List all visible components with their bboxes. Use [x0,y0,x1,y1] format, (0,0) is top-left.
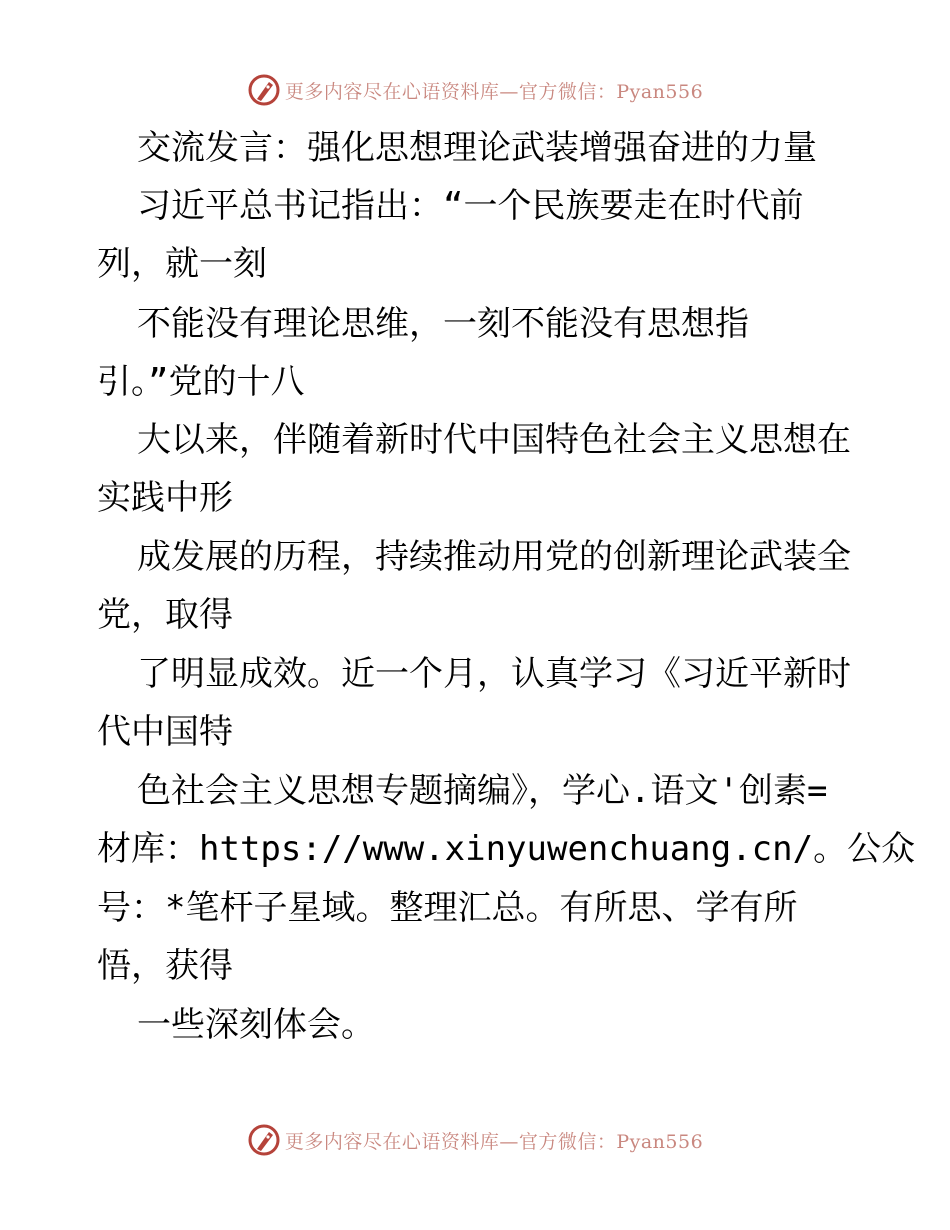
paragraph-line: 一些深刻体会。 [137,1005,375,1045]
paragraph-line: 列，就一刻 [97,244,267,284]
paragraph-line: 党，取得 [97,595,233,635]
paragraph-line: 不能没有理论思维，一刻不能没有思想指 [137,304,749,344]
paragraph-line: 号：*笔杆子星域。整理汇总。有所思、学有所 [97,888,798,928]
paragraph-line: 成发展的历程，持续推动用党的创新理论武装全 [137,537,851,577]
paragraph-line: 引。”党的十八 [97,362,305,402]
paragraph-line: 悟，获得 [97,946,233,986]
document-title: 交流发言：强化思想理论武装增强奋进的力量 [137,128,817,168]
paragraph-line: 大以来，伴随着新时代中国特色社会主义思想在 [137,420,851,460]
watermark-text: 更多内容尽在心语资料库—官方微信：Pyan556 [284,1130,704,1153]
paragraph-line: 色社会主义思想专题摘编》，学心.语文'创素= [137,771,828,811]
paragraph-line: 实践中形 [97,478,233,518]
paragraph-line: 习近平总书记指出：“一个民族要走在时代前 [137,186,804,226]
paragraph-line: 了明显成效。近一个月，认真学习《习近平新时 [137,654,851,694]
paragraph-line: 材库：https://www.xinyuwenchuang.cn/。公众 [97,829,916,869]
watermark-text: 更多内容尽在心语资料库—官方微信：Pyan556 [284,80,704,103]
pen-nib-logo-icon [247,1123,281,1157]
paragraph-line: 代中国特 [97,712,233,752]
footer-watermark [0,1120,950,1160]
